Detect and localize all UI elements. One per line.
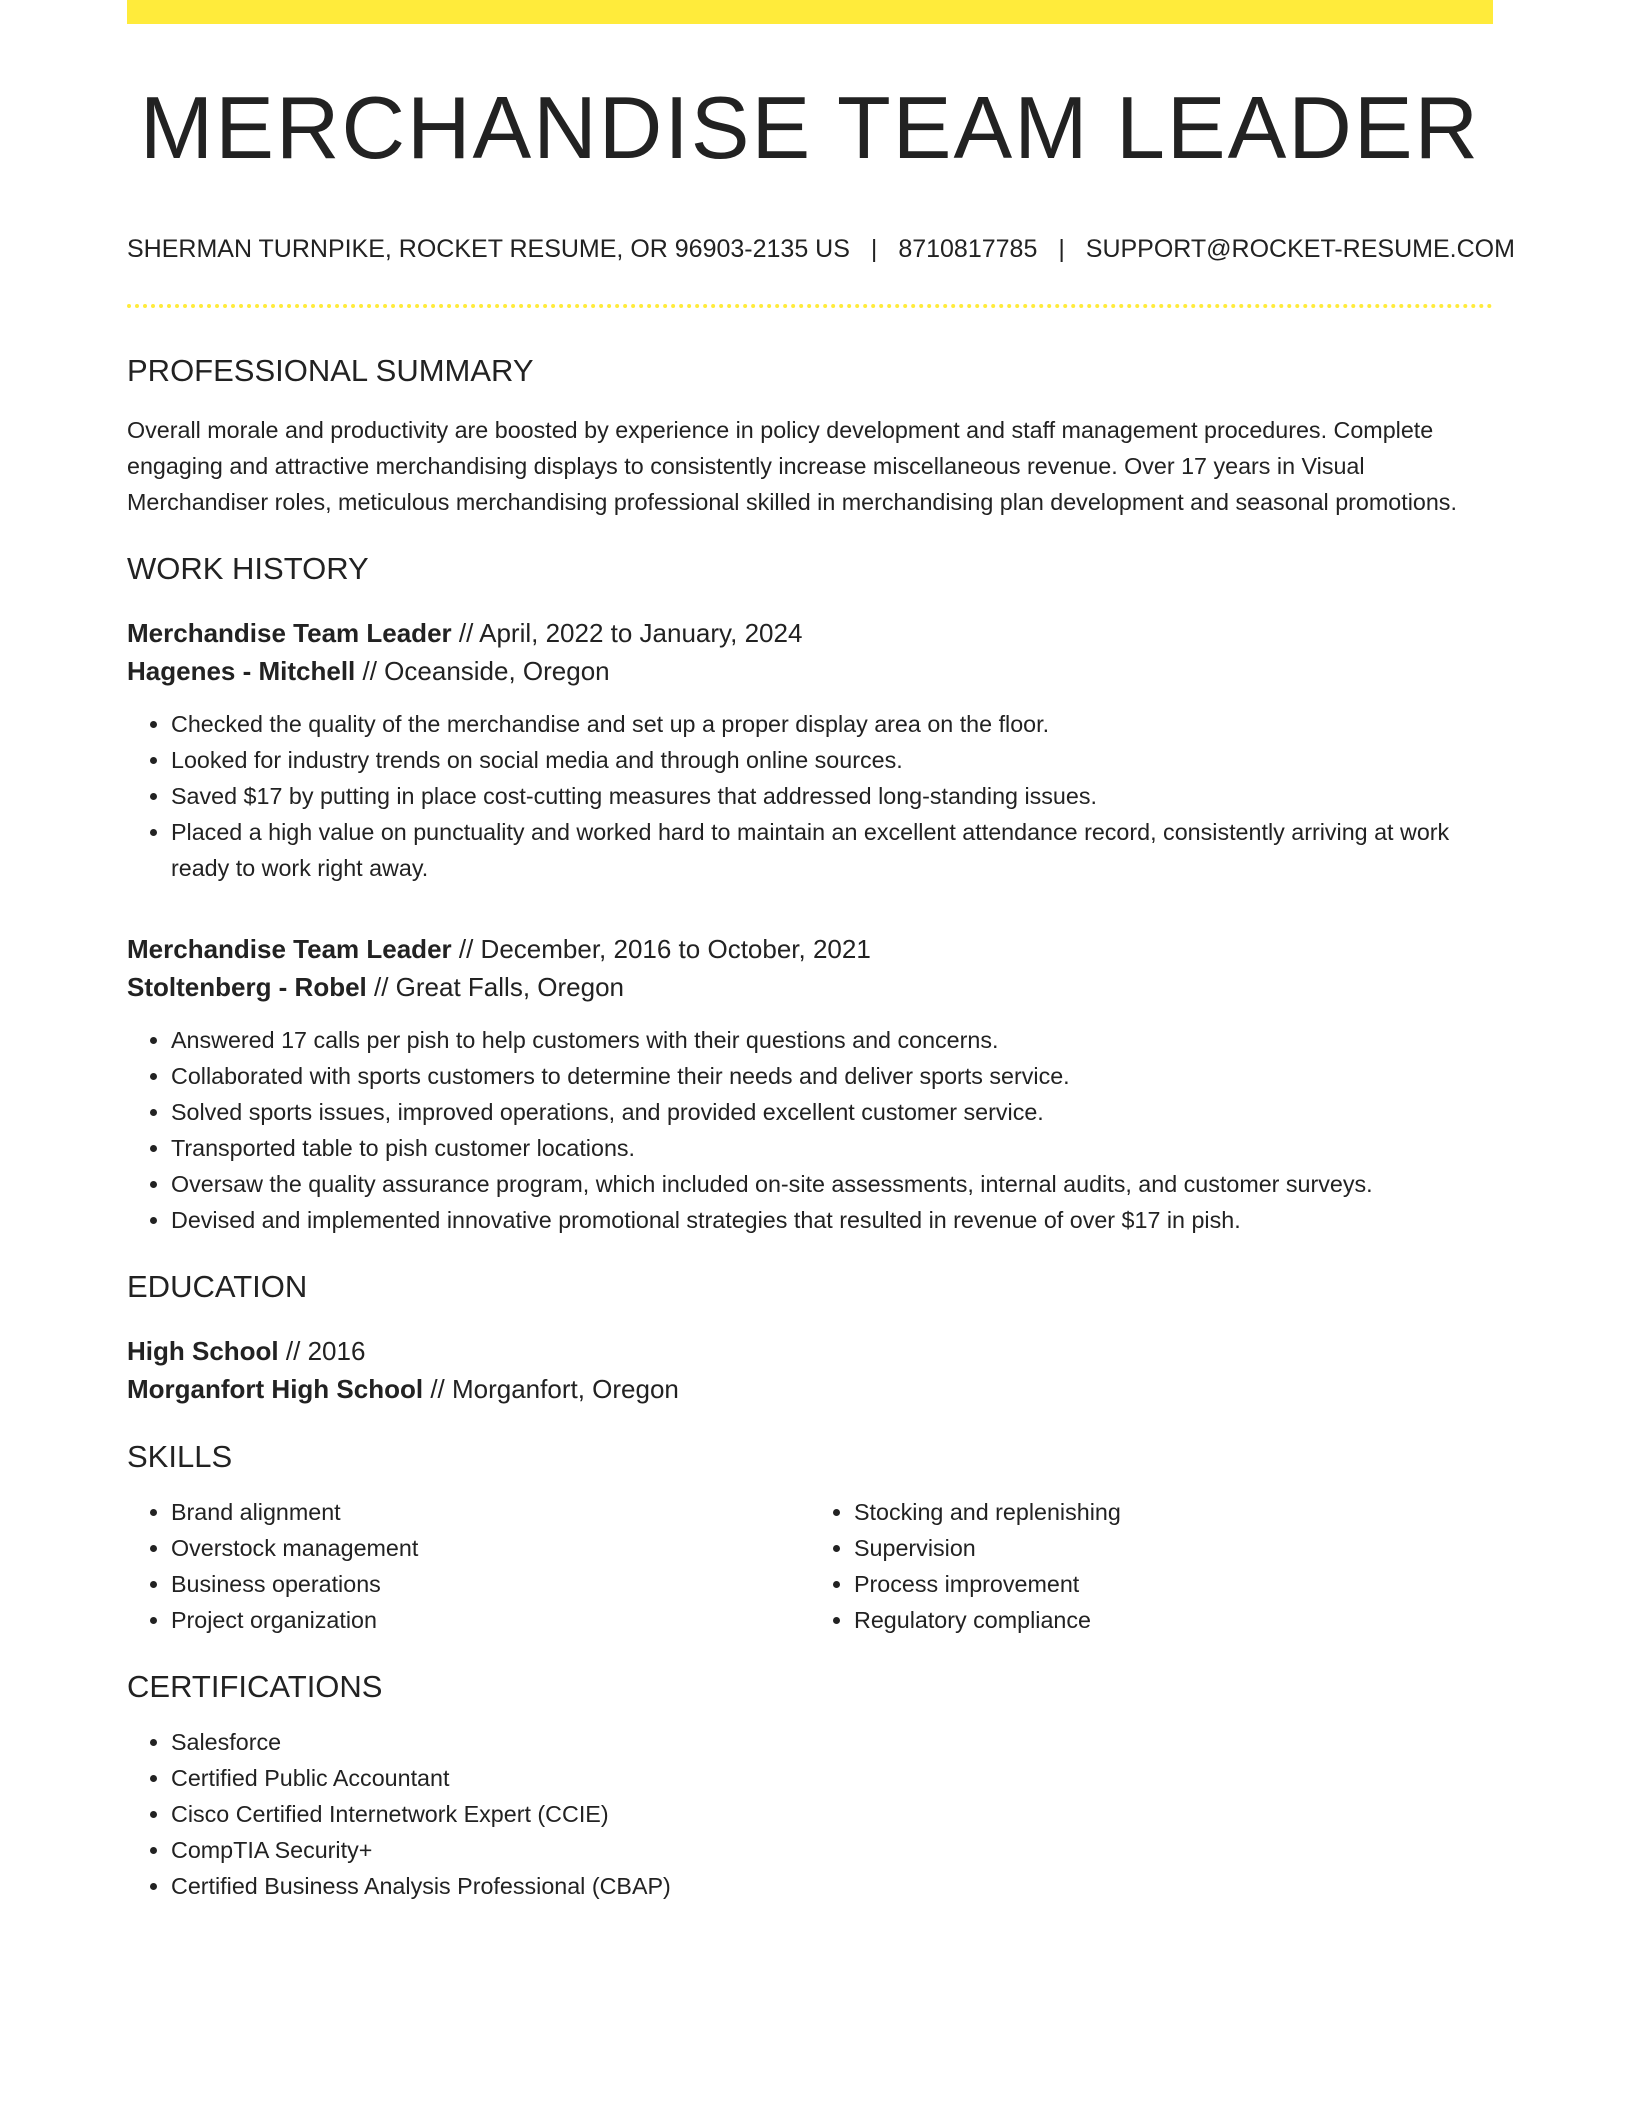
job-company-line xyxy=(127,968,1493,1006)
job-role: Merchandise Team Leader xyxy=(127,934,452,965)
job-entry xyxy=(127,930,1493,1238)
accent-bar xyxy=(127,0,1493,24)
contact-email: SUPPORT@ROCKET-RESUME.COM xyxy=(1085,235,1515,264)
skills-section xyxy=(127,1438,1493,1638)
list-item: • Looked for industry trends on social media and through online sources. xyxy=(171,742,1493,778)
list-item: • Overstock management xyxy=(171,1530,810,1566)
education-section xyxy=(127,1268,1493,1408)
education-year: // 2016 xyxy=(278,1336,366,1367)
job-location: // Great Falls, Oregon xyxy=(366,972,624,1003)
job-bullets xyxy=(127,1022,1493,1238)
list-item: • Checked the quality of the merchandise and set up a proper display area on the floor. xyxy=(171,706,1493,742)
contact-phone: 8710817785 xyxy=(898,235,1038,264)
contact-address: SHERMAN TURNPIKE, ROCKET RESUME, OR 96903-2135 US xyxy=(127,235,850,264)
list-item: • Salesforce xyxy=(171,1724,1493,1760)
certifications-list xyxy=(127,1724,1493,1904)
list-item: • Business operations xyxy=(171,1566,810,1602)
list-item: • Process improvement xyxy=(854,1566,1493,1602)
list-item: • Brand alignment xyxy=(171,1494,810,1530)
skills-right-column xyxy=(810,1494,1493,1638)
job-title-line xyxy=(127,614,1493,652)
job-entry xyxy=(127,614,1493,886)
section-title: CERTIFICATIONS xyxy=(127,1669,383,1705)
contact-line xyxy=(127,234,1515,264)
list-item: • Stocking and replenishing xyxy=(854,1494,1493,1530)
job-company: Hagenes - Mitchell xyxy=(127,656,356,687)
job-role: Merchandise Team Leader xyxy=(127,618,452,649)
skills-columns xyxy=(127,1494,1493,1638)
resume-title: MERCHANDISE TEAM LEADER xyxy=(139,78,1481,177)
dotted-divider xyxy=(127,304,1493,308)
list-item: • Supervision xyxy=(854,1530,1493,1566)
list-item: • Saved $17 by putting in place cost-cutting measures that addressed long-standing issues. xyxy=(171,778,1493,814)
work-history-section xyxy=(127,550,1493,1238)
list-item: • Regulatory compliance xyxy=(854,1602,1493,1638)
certifications-section xyxy=(127,1668,1493,1904)
section-title: SKILLS xyxy=(127,1439,233,1475)
section-title: PROFESSIONAL SUMMARY xyxy=(127,353,534,389)
section-title: EDUCATION xyxy=(127,1269,308,1305)
list-item: • Project organization xyxy=(171,1602,810,1638)
list-item: • Transported table to pish customer locations. xyxy=(171,1130,1493,1166)
list-item: • Solved sports issues, improved operations, and provided excellent customer service. xyxy=(171,1094,1493,1130)
job-dates: // April, 2022 to January, 2024 xyxy=(451,618,803,649)
contact-separator: | xyxy=(870,235,878,264)
resume-page xyxy=(127,0,1515,1904)
education-degree: High School xyxy=(127,1336,279,1367)
education-location: // Morganfort, Oregon xyxy=(423,1374,679,1405)
list-item: • Cisco Certified Internetwork Expert (CCIE) xyxy=(171,1796,1493,1832)
job-bullets xyxy=(127,706,1493,886)
list-item: • Certified Public Accountant xyxy=(171,1760,1493,1796)
job-title-line xyxy=(127,930,1493,968)
education-school-line xyxy=(127,1370,1493,1408)
skills-left-column xyxy=(127,1494,810,1638)
list-item: • Certified Business Analysis Professional (CBAP) xyxy=(171,1868,1493,1904)
list-item: • CompTIA Security+ xyxy=(171,1832,1493,1868)
job-dates: // December, 2016 to October, 2021 xyxy=(451,934,871,965)
list-item: • Answered 17 calls per pish to help customers with their questions and concerns. xyxy=(171,1022,1493,1058)
job-company: Stoltenberg - Robel xyxy=(127,972,367,1003)
list-item: • Devised and implemented innovative promotional strategies that resulted in revenue of over $17 in pish. xyxy=(171,1202,1493,1238)
list-item: • Oversaw the quality assurance program, which included on-site assessments, internal audits, and customer surveys. xyxy=(171,1166,1493,1202)
job-company-line xyxy=(127,652,1493,690)
job-location: // Oceanside, Oregon xyxy=(355,656,610,687)
contact-separator: | xyxy=(1058,235,1065,264)
education-degree-line xyxy=(127,1332,1493,1370)
education-entry xyxy=(127,1332,1493,1408)
summary-text: Overall morale and productivity are boosted by experience in policy development and staff management procedures. Complete engaging and attractive merchandising displays to consistently increase miscellaneous revenue. Over 17 years in Visual Merchandiser roles, meticulous merchandising professional skilled in merchandising plan development and seasonal promotions. xyxy=(127,417,1457,516)
section-title: WORK HISTORY xyxy=(127,551,369,587)
summary-section xyxy=(127,352,1493,520)
list-item: • Collaborated with sports customers to determine their needs and deliver sports service. xyxy=(171,1058,1493,1094)
education-school: Morganfort High School xyxy=(127,1374,424,1405)
list-item: • Placed a high value on punctuality and worked hard to maintain an excellent attendance record, consistently arriving at work ready to work right away. xyxy=(171,814,1493,886)
